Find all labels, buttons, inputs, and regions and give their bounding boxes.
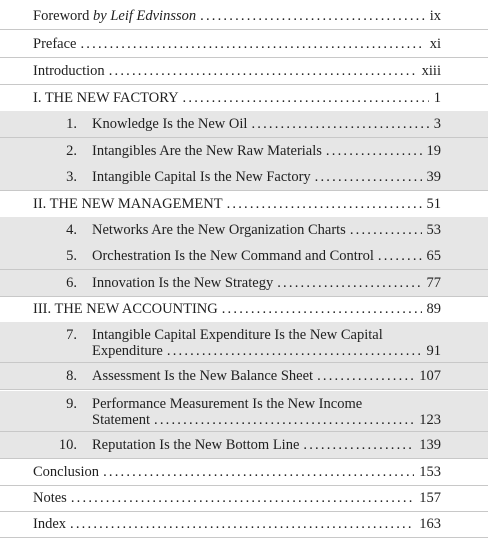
entry-title xyxy=(92,435,299,455)
toc-matter-entry xyxy=(0,31,488,57)
entry-title-text: I. THE NEW FACTORY xyxy=(33,90,179,106)
toc-chapter-entry xyxy=(0,322,488,362)
entry-title-text: Assessment Is the New Balance Sheet xyxy=(92,368,314,384)
chapter-number: 7. xyxy=(66,327,77,343)
page-number: 1 xyxy=(433,90,441,106)
toc-part-entry xyxy=(0,191,488,217)
entry-title xyxy=(33,462,99,482)
page-number: 53 xyxy=(426,222,441,238)
dot-leader xyxy=(378,246,422,266)
toc-chapter-entry xyxy=(0,391,488,431)
page-number: 123 xyxy=(419,412,441,428)
dot-leader xyxy=(350,220,422,240)
dot-leader xyxy=(183,88,429,108)
entry-title xyxy=(33,488,67,508)
entry-title-text: Reputation Is the New Bottom Line xyxy=(92,437,300,453)
entry-title xyxy=(33,514,66,534)
chapter-number: 1. xyxy=(66,116,77,132)
entry-title-text: Introduction xyxy=(33,63,105,79)
toc-chapter-entry xyxy=(0,164,488,190)
entry-title xyxy=(92,167,311,187)
chapter-number: 2. xyxy=(66,143,77,159)
toc-chapter-entry xyxy=(0,270,488,296)
entry-title-text: Intangible Capital Is the New Factory xyxy=(92,169,311,185)
row-divider xyxy=(0,389,488,390)
toc-part-entry xyxy=(0,85,488,111)
entry-title-text: Intangibles Are the New Raw Materials xyxy=(92,143,322,159)
dot-leader xyxy=(109,61,417,81)
entry-title-continued: Statement xyxy=(92,412,150,428)
dot-leader xyxy=(227,194,422,214)
row-divider xyxy=(0,537,488,538)
dot-leader xyxy=(71,488,414,508)
entry-title xyxy=(92,246,374,266)
chapter-number: 6. xyxy=(66,275,77,291)
entry-title xyxy=(33,34,76,54)
toc-chapter-entry xyxy=(0,217,488,243)
entry-title xyxy=(92,366,313,386)
dot-leader xyxy=(80,34,424,54)
page-number: 3 xyxy=(433,116,441,132)
toc-chapter-entry xyxy=(0,432,488,458)
entry-title: Performance Measurement Is the New Income xyxy=(92,396,363,412)
dot-leader xyxy=(200,6,425,26)
toc-chapter-entry xyxy=(0,243,488,269)
dot-leader xyxy=(326,141,422,161)
toc-matter-entry xyxy=(0,3,488,29)
toc-chapter-entry xyxy=(0,363,488,389)
entry-title xyxy=(92,220,346,240)
dot-leader xyxy=(251,114,428,134)
toc-chapter-entry xyxy=(0,138,488,164)
page-number: 157 xyxy=(419,490,441,506)
dot-leader xyxy=(154,410,414,430)
row-divider xyxy=(0,29,488,30)
dot-leader xyxy=(70,514,414,534)
dot-leader xyxy=(222,299,422,319)
dot-leader xyxy=(315,167,422,187)
entry-title xyxy=(92,114,247,134)
page-number: 107 xyxy=(419,368,441,384)
entry-title: Intangible Capital Expenditure Is the New Capital xyxy=(92,327,383,343)
entry-title-text: Foreword xyxy=(33,8,94,24)
entry-title-text: Preface xyxy=(33,36,77,52)
entry-title xyxy=(33,88,179,108)
toc-matter-entry xyxy=(0,511,488,537)
chapter-number: 3. xyxy=(66,169,77,185)
entry-title-text: Conclusion xyxy=(33,464,100,480)
dot-leader xyxy=(317,366,414,386)
page-number: 39 xyxy=(426,169,441,185)
toc-matter-entry xyxy=(0,459,488,485)
page-number: 153 xyxy=(419,464,441,480)
entry-title xyxy=(33,61,105,81)
page-number: xi xyxy=(429,36,441,52)
entry-title xyxy=(92,141,322,161)
page-number: 163 xyxy=(419,516,441,532)
page-number: 91 xyxy=(426,343,441,359)
entry-title-text: III. THE NEW ACCOUNTING xyxy=(33,301,218,317)
dot-leader xyxy=(277,273,421,293)
page-number: 139 xyxy=(419,437,441,453)
entry-title-text: Orchestration Is the New Command and Control xyxy=(92,248,374,264)
entry-title xyxy=(33,299,218,319)
page-number: 77 xyxy=(426,275,441,291)
entry-title-text: Knowledge Is the New Oil xyxy=(92,116,248,132)
chapter-number: 10. xyxy=(58,437,77,453)
page-number: ix xyxy=(429,8,441,24)
dot-leader xyxy=(167,341,422,361)
entry-title xyxy=(33,6,196,26)
entry-title-text: Networks Are the New Organization Charts xyxy=(92,222,346,238)
entry-title-text: Innovation Is the New Strategy xyxy=(92,275,274,291)
entry-title-continued: Expenditure xyxy=(92,343,163,359)
toc-matter-entry xyxy=(0,58,488,84)
page-number: 65 xyxy=(426,248,441,264)
entry-title xyxy=(33,194,223,214)
entry-title-text: II. THE NEW MANAGEMENT xyxy=(33,196,223,212)
toc-matter-entry xyxy=(0,485,488,511)
chapter-number: 8. xyxy=(66,368,77,384)
entry-title-text: Notes xyxy=(33,490,67,506)
dot-leader xyxy=(303,435,414,455)
page-number: 19 xyxy=(426,143,441,159)
page-number: 89 xyxy=(426,301,441,317)
toc-part-entry xyxy=(0,296,488,322)
entry-title-text: Index xyxy=(33,516,67,532)
page-number: xiii xyxy=(421,63,441,79)
chapter-number: 4. xyxy=(66,222,77,238)
chapter-number: 9. xyxy=(66,396,77,412)
entry-title-author: by Leif Edvinsson xyxy=(93,8,197,24)
entry-title xyxy=(92,273,273,293)
toc-chapter-entry xyxy=(0,111,488,137)
page-number: 51 xyxy=(426,196,441,212)
dot-leader xyxy=(103,462,414,482)
chapter-number: 5. xyxy=(66,248,77,264)
